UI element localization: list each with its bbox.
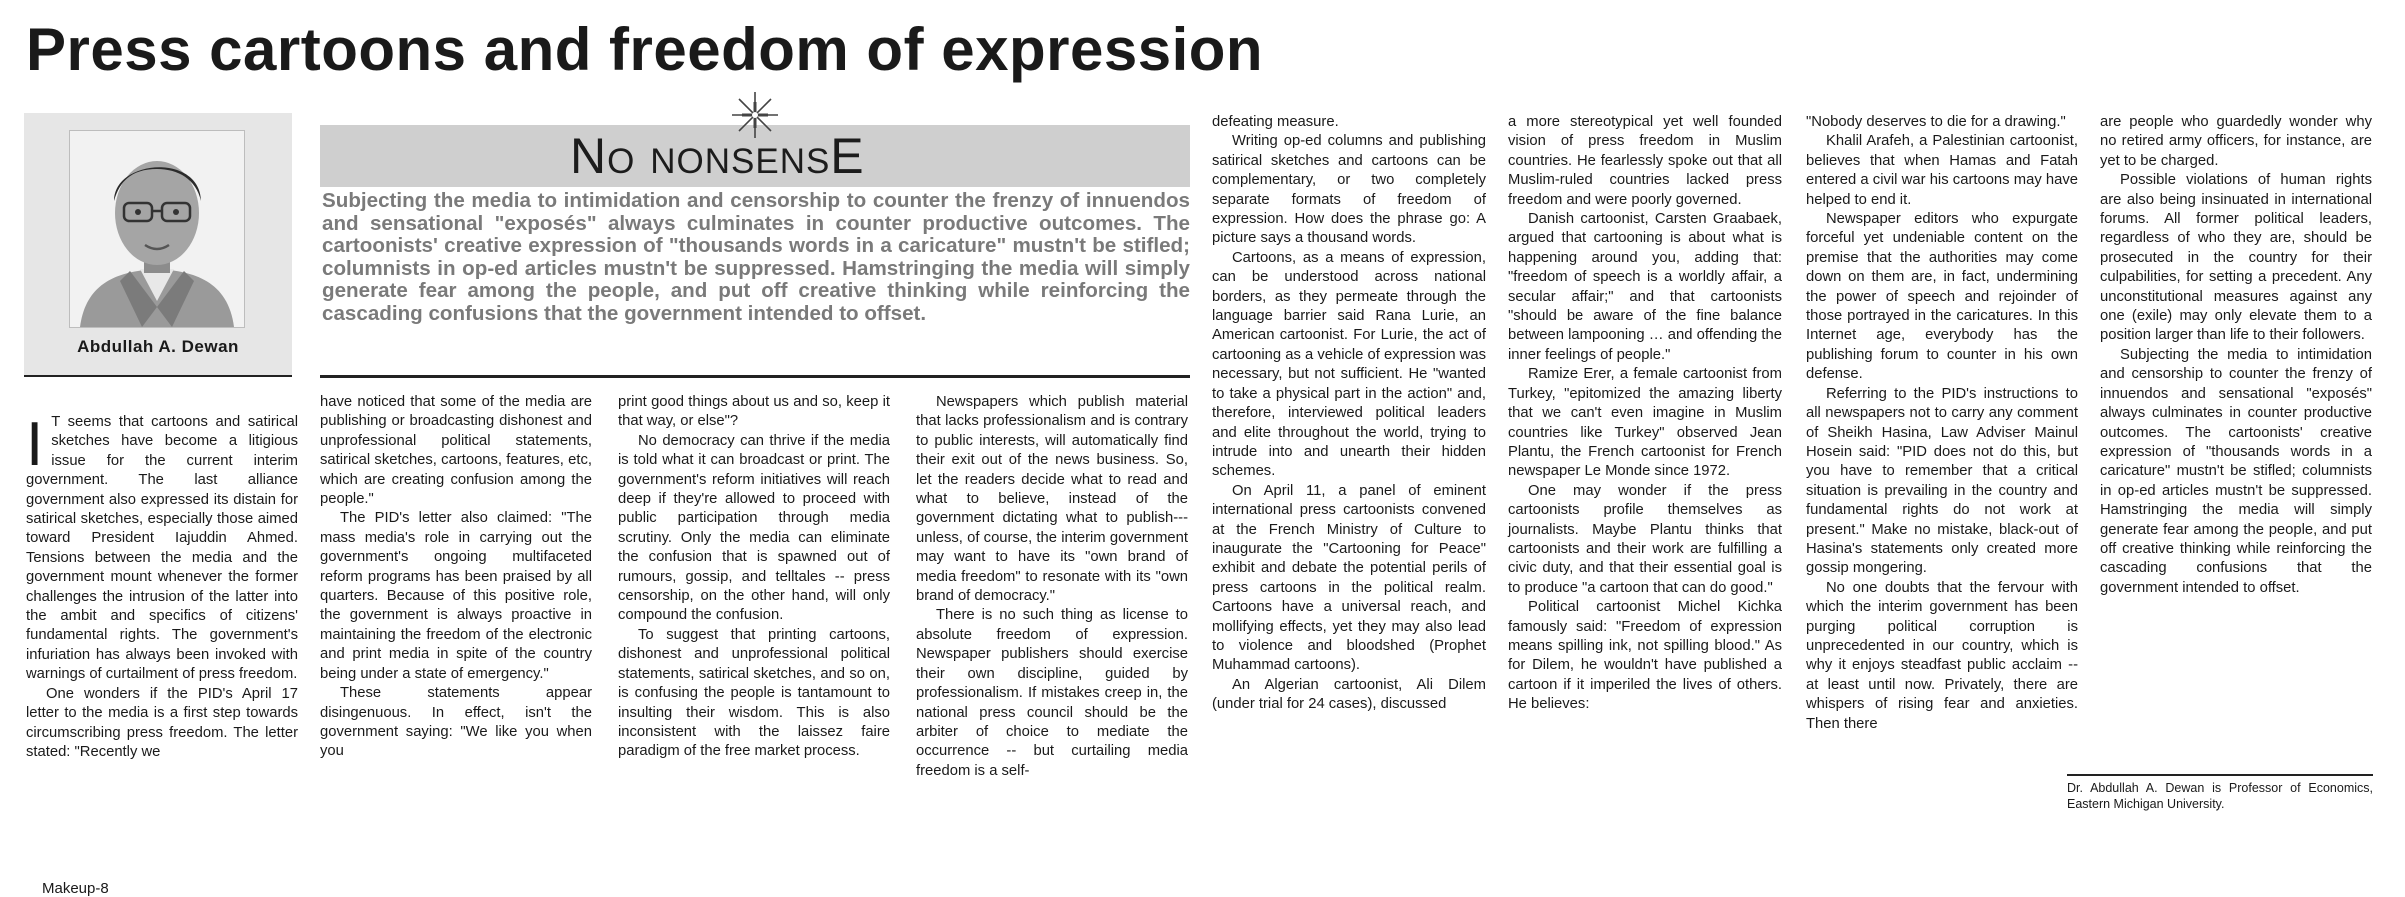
starburst-icon xyxy=(730,90,780,140)
paragraph: Newspaper editors who expurgate forceful yet undeniable content on the premise that the authorities may come down on them are, in fact, undermining the power of speech and rejoinder of those portrayed in the caricatures. In this Internet age, everybody has the publishing forum to counter in his own defense. xyxy=(1806,211,2078,383)
paragraph: Possible violations of human rights are also being insinuated in international forums. All former political leaders, regardless of who they are, should be prosecuted in the country for their culpabilities, for setting a precedent. Any unconstitutional measures against any one (exile) may only elevate them to a position larger than life to their followers. xyxy=(2100,172,2372,344)
article-column-5 xyxy=(1212,113,1486,715)
paragraph: On April 11, a panel of eminent international press cartoonists convened at the French Ministry of Culture to inaugurate the "Cartooning for Peace" exhibit and debate the potential perils of press cartoons in the political realm. Cartoons have a universal reach, and mollifying effects, yet they may also lead to violence and bloodshed (Prophet Muhammad cartoons). xyxy=(1212,482,1486,674)
paragraph: No one doubts that the fervour with which the interim government has been purging political corruption is unprecedented in our country, which is why it enjoys steadfast public acclaim -- at least until now. Privately, there are whispers of rising fear and anxieties. Then there xyxy=(1806,579,2078,732)
paragraph: These statements appear disingenuous. In effect, isn't the government saying: "We like you when you xyxy=(320,685,592,760)
paragraph: "Nobody deserves to die for a drawing." xyxy=(1806,114,2066,130)
paragraph: Khalil Arafeh, a Palestinian cartoonist, believes that when Hamas and Fatah entered a civil war his cartoons may have helped to end it. xyxy=(1806,133,2078,208)
paragraph: Political cartoonist Michel Kichka famously said: "Freedom of expression means spilling ink, not spilling blood." As for Dilem, he wouldn't have published a cartoon if it imperiled the lives of others. He believes: xyxy=(1508,599,1782,713)
article-column-4 xyxy=(916,393,1188,781)
article-column-1 xyxy=(26,410,298,762)
paragraph: Writing op-ed columns and publishing satirical sketches and cartoons can be complementary, or two completely separate formats of freedom of expression. How does the phrase go: A picture says a thousand words. xyxy=(1212,133,1486,247)
author-name: Abdullah A. Dewan xyxy=(77,337,239,356)
paragraph: One may wonder if the press cartoonists profile themselves as journalists. Maybe Plantu thinks that cartoonists and their work are fulfilling a civic duty, and that their essential goal is to produce "a cartoon that can do good." xyxy=(1508,482,1782,596)
author-photo xyxy=(69,130,245,328)
paragraph: The PID's letter also claimed: "The mass media's role in carrying out the government's ongoing multifaceted reform programs has been praised by all quarters. Because of this positive role, the government is always proactive in maintaining the freedom of the electronic and print media in spite of the country being under a state of emergency." xyxy=(320,510,592,682)
article-column-2 xyxy=(320,393,592,762)
author-photo-box xyxy=(24,113,292,377)
article-deck: Subjecting the media to intimidation and censorship to counter the frenzy of innuendos and sensational "exposés" always culminates in counter productive outcomes. The cartoonists' creative expression of "thousands words in a caricature" mustn't be stifled; columnists in op-ed articles mustn't be suppressed. Hamstringing the media will simply generate fear among the people, and put off creative thinking while reinforcing the cascading confusions that the government intended to offset. xyxy=(322,189,1190,325)
article-column-7 xyxy=(1806,113,2078,734)
paragraph: Referring to the PID's instructions to all newspapers not to carry any comment of Sheikh Hasina, Law Adviser Mainul Hosein said: "PID does not do this, but you have to remember that a critical situation is prevailing in the country and fundamental rights do not work at present." Make no mistake, black-out of Hasina's statements only created more gossip mongering. xyxy=(1806,385,2078,577)
article-column-6 xyxy=(1508,113,1782,715)
article-column-3 xyxy=(618,393,890,762)
paragraph: One wonders if the PID's April 17 letter to the media is a first step towards circumscribing press freedom. The letter stated: "Recently we xyxy=(26,685,298,760)
headline: Press cartoons and freedom of expression xyxy=(26,16,1264,83)
paragraph: Newspapers which publish material that lacks professionalism and is contrary to public interests, will automatically find their exit out of the news business. So, let the readers decide what to read and what to believe, instead of the government dictating what to publish--- unless, of course, the interim government may want to have its "own brand of media freedom" to resonate with its "own brand of democracy." xyxy=(916,394,1188,605)
paragraph: No democracy can thrive if the media is told what it can broadcast or print. The government's reform initiatives will reach deep if they're allowed to proceed with public participation through media scrutiny. Only the media can eliminate the confusion that is spawned out of rumours, gossip, and telltales -- press censorship, on the other hand, will only compound the confusion. xyxy=(618,432,890,624)
paragraph: To suggest that printing cartoons, dishonest and unprofessional political statements, satirical sketches, and so on, is confusing the people is tantamount to insulting their wisdom. This is also inconsistent with the laissez faire paradigm of the free market process. xyxy=(618,626,890,760)
paragraph: are people who guardedly wonder why no retired army officers, for instance, are yet to be charged. xyxy=(2100,114,2372,169)
column-name: No nonsensE xyxy=(570,128,865,184)
page-folio: Makeup-8 xyxy=(42,880,109,897)
paragraph: Cartoons, as a means of expression, can be understood across national borders, as they permeate through the language barrier said Rana Lurie, an American cartoonist. For Lurie, the act of cartooning as a vehicle of expression was necessary, but not sufficient. He "wanted to take a physical part in the action" and, therefore, interviewed political leaders and elite throughout the world, trying to intrude into and unearth their hidden schemes. xyxy=(1212,249,1486,480)
author-portrait-image xyxy=(70,131,244,327)
article-column-8 xyxy=(2100,113,2372,598)
paragraph: have noticed that some of the media are publishing or broadcasting dishonest and unprofessional political statements, satirical sketches, cartoons, features, etc, which are creating confusion among the people." xyxy=(320,394,592,508)
paragraph: There is no such thing as license to absolute freedom of expression. Newspaper publishers should exercise their own discipline, guided by professionalism. If mistakes creep in, the national press council should be the arbiter of choice to mediate the occurrence -- but curtailing media freedom is a self- xyxy=(916,607,1188,779)
paragraph: defeating measure. xyxy=(1212,114,1339,130)
bio-rule xyxy=(2067,774,2373,776)
paragraph: Ramize Erer, a female cartoonist from Turkey, "epitomized the amazing liberty that we can't even imagine in Muslim countries like Turkey" observed Jean Plantu, the French cartoonist for French newspaper Le Monde since 1972. xyxy=(1508,366,1782,480)
paragraph: Danish cartoonist, Carsten Graabaek, argued that cartooning is about what is happening around you, adding that: "freedom of speech is a worldly affair, a secular affair;" and that cartoonists "should be aware of the fine balance between lampooning … and offending the inner feelings of people." xyxy=(1508,211,1782,363)
author-bio: Dr. Abdullah A. Dewan is Professor of Economics, Eastern Michigan University. xyxy=(2067,781,2373,811)
author-byline xyxy=(24,337,292,357)
drop-cap: I xyxy=(26,410,44,479)
paragraph xyxy=(26,410,298,685)
paragraph: a more stereotypical yet well founded vision of press freedom in Muslim countries. He fearlessly spoke out that all Muslim-ruled countries lacked press freedom and were poorly governed. xyxy=(1508,114,1782,208)
paragraph-text: T seems that cartoons and satirical sketches have become a litigious issue for the current interim government. The last alliance government also expressed its distain for satirical sketches, especially those aimed toward President Iajuddin Ahmed. Tensions between the media and the government mount whenever the former challenges the intrusion of the latter into the ambit and specifics of citizens' fundamental rights. The government's infuriation has always been invoked with warnings of curtailment of press freedom. xyxy=(26,414,298,683)
paragraph: Subjecting the media to intimidation and censorship to counter the frenzy of innuendos and sensational "exposés" always culminates in counter productive outcomes. The cartoonists' creative expression of "thousands words in a caricature" mustn't be stifled; columnists in op-ed articles mustn't be suppressed. Hamstringing the media will simply generate fear among the people, and put off creative thinking while reinforcing the cascading confusions that the government intended to offset. xyxy=(2100,346,2372,596)
paragraph: print good things about us and so, keep it that way, or else"? xyxy=(618,394,890,430)
deck-rule xyxy=(320,375,1190,378)
paragraph: An Algerian cartoonist, Ali Dilem (under trial for 24 cases), discussed xyxy=(1212,676,1486,713)
